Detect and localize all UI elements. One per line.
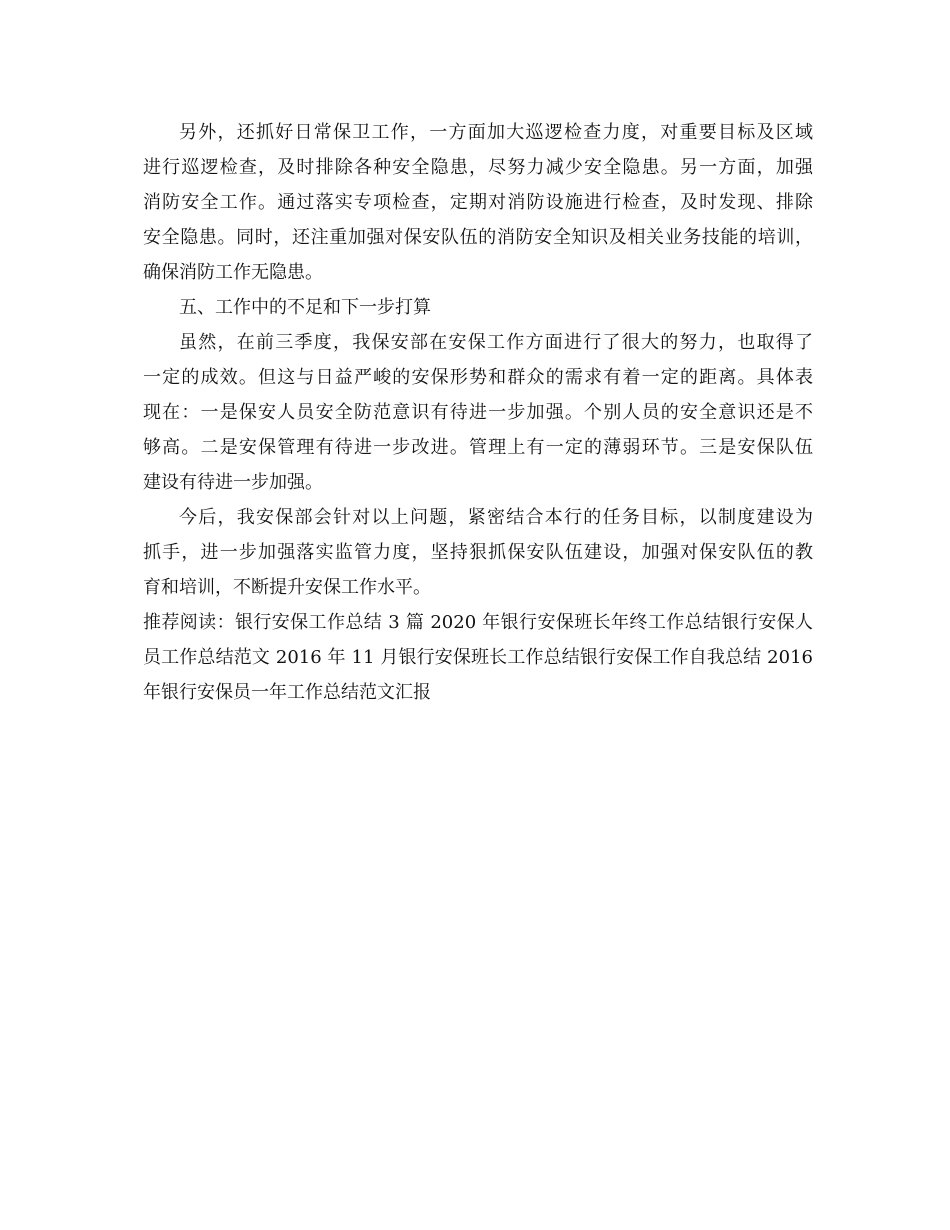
- paragraph-line: 育和培训，不断提升安保工作水平。: [143, 577, 431, 598]
- paragraph-next-steps: [143, 500, 813, 605]
- paragraph-line: 抓手，进一步加强落实监管力度，坚持狠抓保安队伍建设，加强对保安队伍的教: [143, 542, 813, 563]
- paragraph-shortcomings: [143, 325, 813, 500]
- recommended-reading-line: 推荐阅读：银行安保工作总结 3 篇 2020 年银行安保班长年终工作总结银行安保人: [143, 612, 813, 633]
- paragraph-line: 够高。二是安保管理有待进一步改进。管理上有一定的薄弱环节。三是安保队伍: [143, 437, 813, 458]
- paragraph-line: 确保消防工作无隐患。: [143, 262, 323, 283]
- paragraph-line: 今后，我安保部会针对以上问题，紧密结合本行的任务目标，以制度建设为: [179, 507, 813, 528]
- recommended-reading: [143, 605, 813, 710]
- paragraph-line: 进行巡逻检查，及时排除各种安全隐患，尽努力减少安全隐患。另一方面，加强: [143, 157, 813, 178]
- document-body: [143, 115, 813, 710]
- paragraph-line: 虽然，在前三季度，我保安部在安保工作方面进行了很大的努力，也取得了: [179, 332, 813, 353]
- paragraph-line: 建设有待进一步加强。: [143, 472, 323, 493]
- paragraph-line: 另外，还抓好日常保卫工作，一方面加大巡逻检查力度，对重要目标及区域: [179, 122, 813, 143]
- paragraph-line: 一定的成效。但这与日益严峻的安保形势和群众的需求有着一定的距离。具体表: [143, 367, 813, 388]
- recommended-reading-line: 员工作总结范文 2016 年 11 月银行安保班长工作总结银行安保工作自我总结 2016: [143, 647, 813, 668]
- paragraph-line: 安全隐患。同时，还注重加强对保安队伍的消防安全知识及相关业务技能的培训，: [143, 227, 813, 248]
- section-heading: 五、工作中的不足和下一步打算: [179, 297, 431, 318]
- recommended-reading-line: 年银行安保员一年工作总结范文汇报: [143, 682, 431, 703]
- paragraph-line: 现在：一是保安人员安全防范意识有待进一步加强。个别人员的安全意识还是不: [143, 402, 813, 423]
- paragraph-security-work: [143, 115, 813, 290]
- paragraph-line: 消防安全工作。通过落实专项检查，定期对消防设施进行检查，及时发现、排除: [143, 192, 813, 213]
